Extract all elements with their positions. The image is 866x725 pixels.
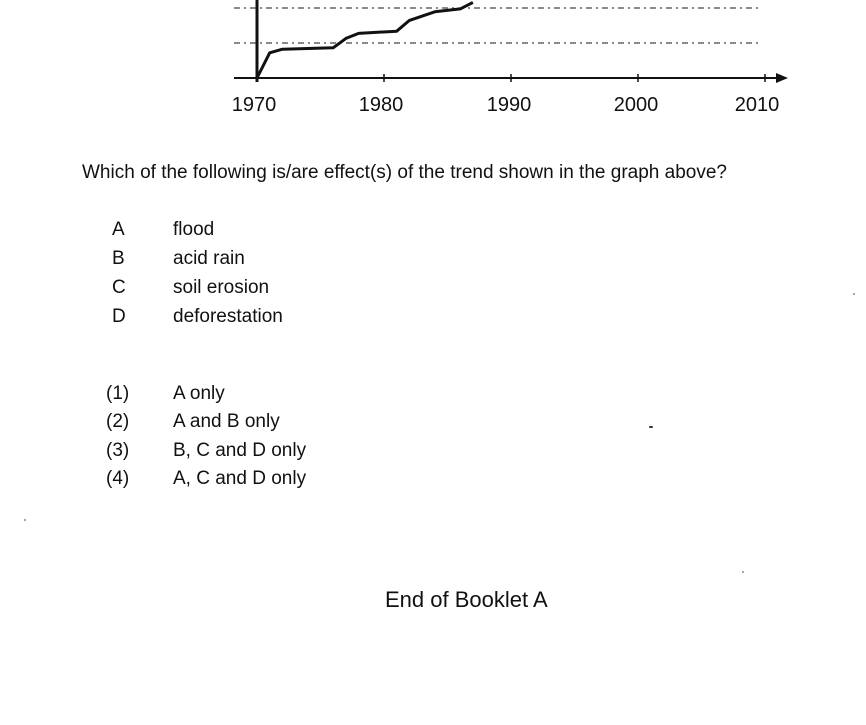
x-tick-label: 1990 [486, 94, 532, 116]
answer-text: B, C and D only [173, 440, 307, 461]
answer-text: A, C and D only [173, 468, 307, 489]
x-axis-arrow-icon [776, 73, 788, 83]
scan-speck [649, 426, 653, 428]
answer-text: A only [173, 383, 225, 404]
x-tick-label: 2000 [613, 94, 659, 116]
booklet-end-label: End of Booklet A [385, 587, 548, 612]
answer-text: A and B only [173, 411, 280, 432]
scan-speck [24, 519, 26, 521]
option-letter: B [112, 248, 125, 269]
x-tick-label: 2010 [734, 94, 780, 116]
trend-line [257, 2, 473, 78]
option-letter: A [112, 219, 125, 240]
x-tick-label: 1970 [231, 94, 277, 116]
scan-speck [853, 293, 855, 295]
answer-number: (1) [106, 383, 130, 404]
answer-number: (4) [106, 468, 130, 489]
option-text: deforestation [173, 306, 283, 327]
option-text: flood [173, 219, 215, 240]
question-text: Which of the following is/are effect(s) of the trend shown in the graph above? [82, 162, 727, 183]
scan-speck [742, 571, 744, 573]
line-graph [0, 0, 866, 125]
option-text: acid rain [173, 248, 245, 269]
answer-number: (3) [106, 440, 130, 461]
answer-number: (2) [106, 411, 130, 432]
option-letter: D [112, 306, 126, 327]
x-tick-label: 1980 [358, 94, 404, 116]
option-letter: C [112, 277, 126, 298]
option-text: soil erosion [173, 277, 270, 298]
